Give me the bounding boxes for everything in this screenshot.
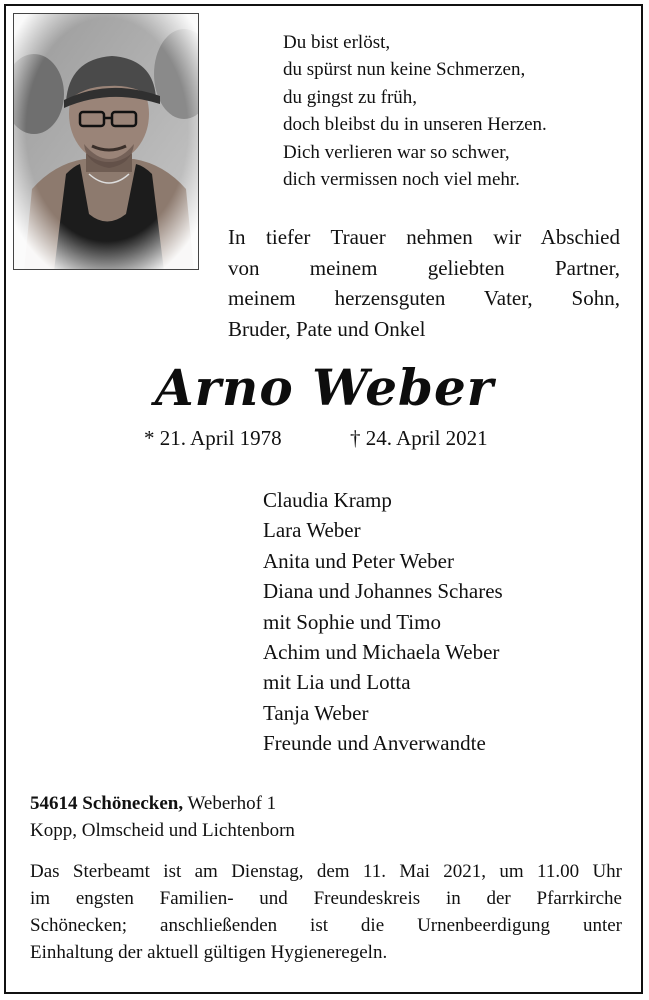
poem-line: du gingst zu früh, — [283, 86, 418, 108]
farewell-line: meinem herzensguten Vater, Sohn, — [228, 286, 620, 310]
mourner: Tanja Weber — [263, 700, 369, 725]
mourner: mit Lia und Lotta — [263, 670, 411, 695]
notice-line: Das Sterbeamt ist am Dienstag, dem 11. Mai 2021, um 11.00 Uhr — [30, 861, 622, 882]
poem-line: Du bist erlöst, — [283, 32, 391, 53]
farewell-line: von meinem geliebten Partner, — [228, 255, 620, 280]
poem-line: du spürst nun keine Schmerzen, — [283, 59, 526, 81]
address-block — [30, 790, 295, 844]
farewell-line: In tiefer Trauer nehmen wir Abschied — [228, 225, 620, 249]
farewell-text — [228, 222, 620, 344]
mourner: Lara Weber — [263, 518, 361, 543]
address-street: Weberhof 1 — [187, 793, 277, 814]
mourner: Diana und Johannes Schares — [263, 579, 503, 604]
funeral-notice — [30, 858, 622, 966]
address-city: 54614 Schönecken, — [30, 793, 184, 814]
poem-line: dich vermissen noch viel mehr. — [283, 169, 520, 191]
address-line2: Kopp, Olmscheid und Lichtenborn — [30, 820, 295, 841]
mourner: Freunde und Anverwandte — [263, 731, 486, 756]
death-date: † 24. April 2021 — [350, 426, 488, 450]
poem-line: doch bleibst du in unseren Herzen. — [283, 114, 547, 136]
mourners-list — [263, 485, 503, 759]
mourner: mit Sophie und Timo — [263, 609, 441, 634]
life-dates — [0, 426, 649, 460]
poem-verse — [283, 29, 613, 193]
notice-line: im engsten Familien- und Freundeskreis in der Pfarrkirche — [30, 888, 622, 909]
notice-line: Schönecken; anschließenden ist die Urnenbeerdigung unter — [30, 915, 622, 936]
notice-line: Einhaltung der aktuell gültigen Hygieneregeln. — [30, 942, 388, 963]
deceased-name: Arno Weber — [154, 358, 495, 417]
poem-line: Dich verlieren war so schwer, — [283, 141, 510, 163]
mourner: Anita und Peter Weber — [263, 548, 454, 573]
mourner: Achim und Michaela Weber — [263, 640, 500, 665]
birth-date: * 21. April 1978 — [144, 426, 282, 450]
mourner: Claudia Kramp — [263, 488, 392, 512]
portrait-photo — [13, 13, 199, 270]
farewell-line: Bruder, Pate und Onkel — [228, 316, 426, 341]
